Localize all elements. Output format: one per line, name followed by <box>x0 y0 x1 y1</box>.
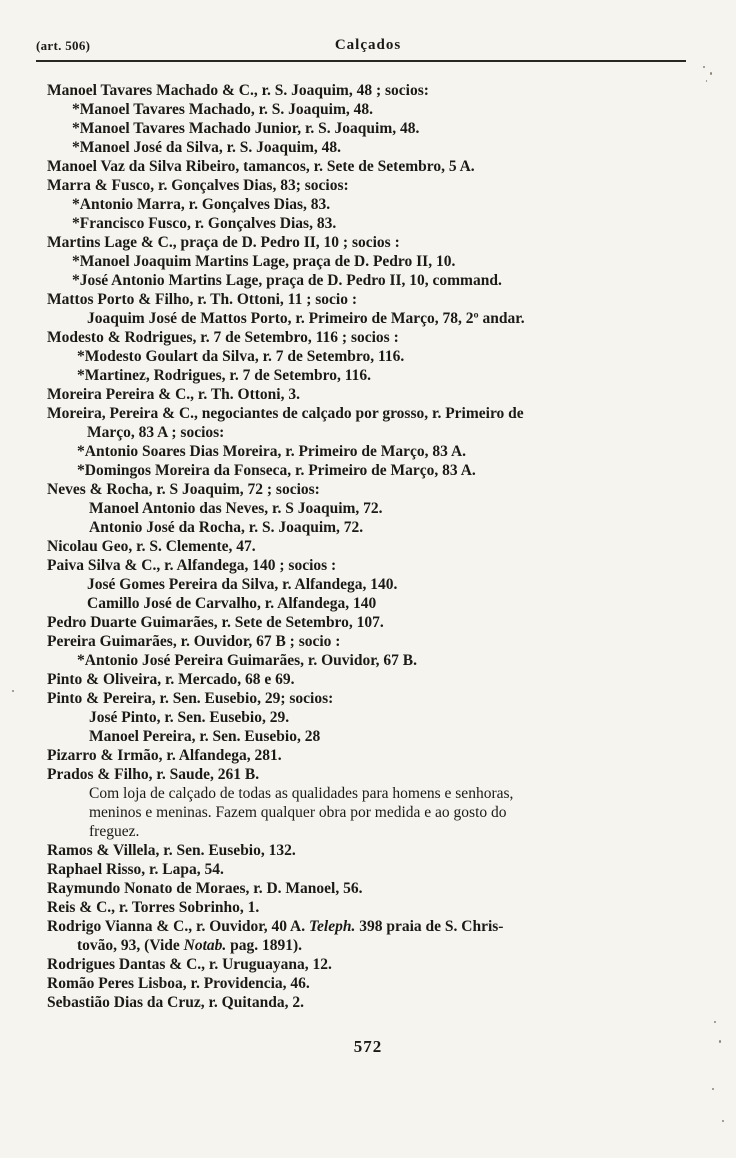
partner-line: *Martinez, Rodrigues, r. 7 de Setembro, 116. <box>77 367 372 384</box>
entry-line: Prados & Filho, r. Saude, 261 B. <box>47 766 260 783</box>
entry-line: Pizarro & Irmão, r. Alfandega, 281. <box>47 747 282 764</box>
partner-line: *Manoel Tavares Machado, r. S. Joaquim, 48. <box>72 101 373 118</box>
teleph-label: Teleph. <box>308 918 356 935</box>
paper-speck <box>710 72 712 75</box>
entry-text: pag. 1891). <box>226 937 303 954</box>
partner-line: José Gomes Pereira da Silva, r. Alfandega, 140. <box>87 576 398 593</box>
entry-line: Neves & Rocha, r. S Joaquim, 72 ; socios: <box>47 481 320 498</box>
entry-line: Sebastião Dias da Cruz, r. Quitanda, 2. <box>47 994 304 1011</box>
page-number: 572 <box>353 1037 383 1056</box>
partner-line: José Pinto, r. Sen. Eusebio, 29. <box>89 709 290 726</box>
entry-text: tovão, 93, (Vide <box>77 937 184 954</box>
entry-line: Pinto & Oliveira, r. Mercado, 68 e 69. <box>47 671 295 688</box>
paper-speck <box>714 1021 716 1023</box>
partner-line: *Manoel José da Silva, r. S. Joaquim, 48. <box>72 139 341 156</box>
paper-speck <box>706 80 707 82</box>
entry-line <box>47 917 503 936</box>
partner-line: Antonio José da Rocha, r. S. Joaquim, 72. <box>89 519 364 536</box>
description-line: Com loja de calçado de todas as qualidades para homens e senhoras, <box>89 785 514 802</box>
entry-line: Modesto & Rodrigues, r. 7 de Setembro, 116 ; socios : <box>47 329 399 346</box>
entry-line: Pereira Guimarães, r. Ouvidor, 67 B ; socio : <box>47 633 341 650</box>
header-rule <box>36 60 686 62</box>
entry-line: Pedro Duarte Guimarães, r. Sete de Setembro, 107. <box>47 614 384 631</box>
continuation-line <box>77 936 302 955</box>
partner-line: *Antonio Soares Dias Moreira, r. Primeiro de Março, 83 A. <box>77 443 467 460</box>
entry-line: Paiva Silva & C., r. Alfandega, 140 ; socios : <box>47 557 337 574</box>
paper-speck <box>12 690 14 692</box>
partner-line: *José Antonio Martins Lage, praça de D. Pedro II, 10, command. <box>72 272 502 289</box>
entry-text: Rodrigo Vianna & C., r. Ouvidor, 40 A. <box>47 918 309 935</box>
notab-label: Notab. <box>183 937 227 954</box>
partner-line: *Antonio José Pereira Guimarães, r. Ouvidor, 67 B. <box>77 652 417 669</box>
partner-line: Joaquim José de Mattos Porto, r. Primeiro de Março, 78, 2º andar. <box>87 310 525 327</box>
description-line: meninos e meninas. Fazem qualquer obra por medida e ao gosto do <box>89 804 507 821</box>
paper-speck <box>719 1040 721 1043</box>
paper-speck <box>722 1120 724 1122</box>
partner-line: Manoel Pereira, r. Sen. Eusebio, 28 <box>89 728 321 745</box>
entry-line: Pinto & Pereira, r. Sen. Eusebio, 29; socios: <box>47 690 334 707</box>
continuation-line: Março, 83 A ; socios: <box>87 424 225 441</box>
partner-line: *Manoel Joaquim Martins Lage, praça de D. Pedro II, 10. <box>72 253 456 270</box>
partner-line: *Antonio Marra, r. Gonçalves Dias, 83. <box>72 196 331 213</box>
entry-line: Manoel Vaz da Silva Ribeiro, tamancos, r. Sete de Setembro, 5 A. <box>47 158 475 175</box>
entry-line: Mattos Porto & Filho, r. Th. Ottoni, 11 ; socio : <box>47 291 357 308</box>
entry-line: Raymundo Nonato de Moraes, r. D. Manoel, 56. <box>47 880 363 897</box>
partner-line: *Francisco Fusco, r. Gonçalves Dias, 83. <box>72 215 337 232</box>
partner-line: *Manoel Tavares Machado Junior, r. S. Joaquim, 48. <box>72 120 420 137</box>
entry-line: Moreira Pereira & C., r. Th. Ottoni, 3. <box>47 386 300 403</box>
entry-line: Nicolau Geo, r. S. Clemente, 47. <box>47 538 256 555</box>
entry-line: Moreira, Pereira & C., negociantes de calçado por grosso, r. Primeiro de <box>47 405 524 422</box>
entry-line: Ramos & Villela, r. Sen. Eusebio, 132. <box>47 842 296 859</box>
page-header <box>0 38 736 58</box>
section-title: Calçados <box>334 37 402 53</box>
entry-line: Rodrigues Dantas & C., r. Uruguayana, 12. <box>47 956 332 973</box>
partner-line: *Modesto Goulart da Silva, r. 7 de Setembro, 116. <box>77 348 405 365</box>
entry-line: Manoel Tavares Machado & C., r. S. Joaquim, 48 ; socios: <box>47 82 429 99</box>
paper-speck <box>703 66 705 68</box>
entry-line: Raphael Risso, r. Lapa, 54. <box>47 861 224 878</box>
description-line: freguez. <box>89 823 140 840</box>
partner-line: Camillo José de Carvalho, r. Alfandega, 140 <box>87 595 377 612</box>
entry-line: Martins Lage & C., praça de D. Pedro II, 10 ; socios : <box>47 234 400 251</box>
paper-speck <box>712 1088 714 1090</box>
entry-text: 398 praia de S. Chris- <box>355 918 504 935</box>
partner-line: *Domingos Moreira da Fonseca, r. Primeiro de Março, 83 A. <box>77 462 476 479</box>
entry-line: Reis & C., r. Torres Sobrinho, 1. <box>47 899 260 916</box>
entry-line: Marra & Fusco, r. Gonçalves Dias, 83; socios: <box>47 177 349 194</box>
entry-line: Romão Peres Lisboa, r. Providencia, 46. <box>47 975 310 992</box>
partner-line: Manoel Antonio das Neves, r. S Joaquim, 72. <box>89 500 383 517</box>
article-reference: (art. 506) <box>36 38 91 53</box>
